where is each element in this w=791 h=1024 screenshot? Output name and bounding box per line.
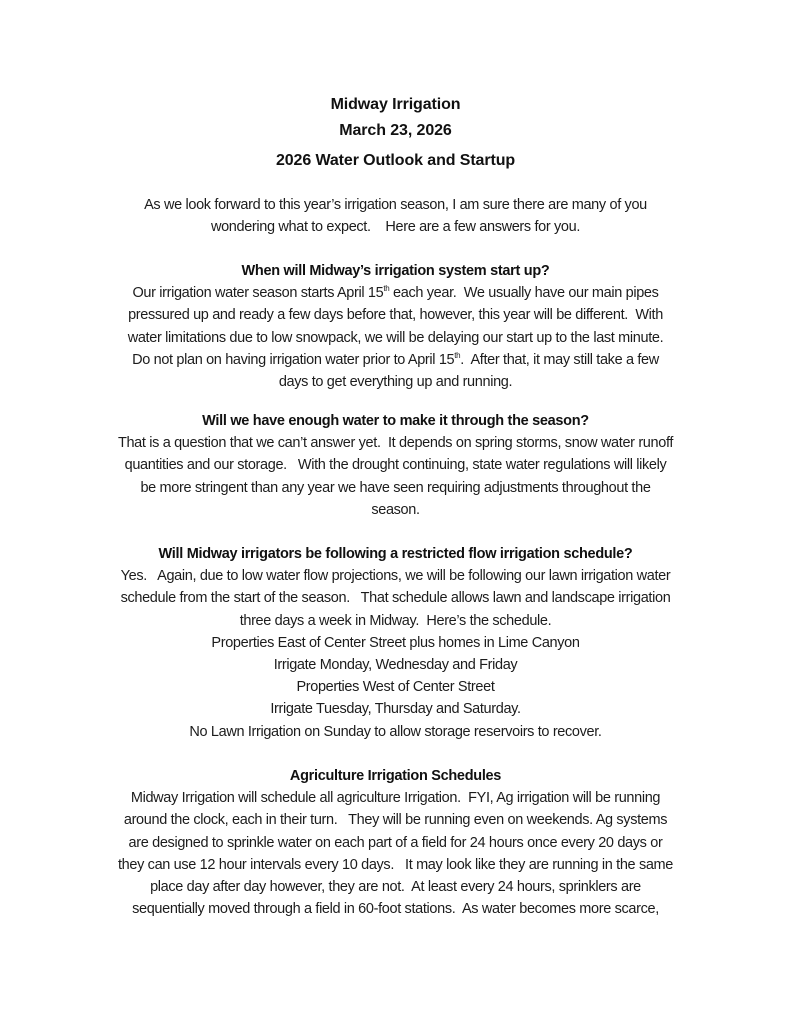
section-body [60, 565, 731, 743]
line-text: around the clock, each in their turn. They will be running even on weekends. Ag systems [123, 812, 668, 829]
line-text: quantities and our storage. With the drought continuing, state water regulations will likely [124, 457, 667, 474]
section-body [60, 432, 731, 521]
section-body [60, 787, 731, 920]
body-line [60, 454, 731, 476]
body-line [60, 632, 731, 654]
line-text: season. [371, 501, 420, 518]
body-line [60, 898, 731, 920]
line-text: three days a week in Midway. Here’s the schedule. [239, 612, 552, 629]
line-text: water limitations due to low snowpack, we will be delaying our start up to the last minute. [127, 329, 664, 346]
section-heading: Agriculture Irrigation Schedules [289, 768, 502, 784]
line-text: Irrigate Monday, Wednesday and Friday [273, 657, 518, 674]
body-line [60, 432, 731, 454]
line-text: Do not plan on having irrigation water prior to April 15 [132, 351, 455, 368]
line-text: Irrigate Tuesday, Thursday and Saturday. [270, 701, 521, 718]
document-header [0, 92, 791, 174]
body-line [60, 499, 731, 521]
line-text: they can use 12 hour intervals every 10 days. It may look like they are running in the same [117, 856, 673, 873]
section-body [60, 282, 731, 393]
line-text: are designed to sprinkle water on each part of a field for 24 hours once every 20 days or [128, 834, 663, 851]
line-text: sequentially moved through a field in 60-foot stations. As water becomes more scarce, [132, 901, 659, 918]
line-text: Our irrigation water season starts April 15 [132, 285, 384, 302]
body-line [60, 565, 731, 587]
section-agriculture-schedules [60, 765, 731, 920]
line-text: pressured up and ready a few days before that, however, this year will be different. With [128, 307, 663, 324]
line-text: Yes. Again, due to low water flow projections, we will be following our lawn irrigation water [120, 568, 671, 585]
line-text: That is a question that we can’t answer yet. It depends on spring storms, snow water runoff [117, 435, 674, 452]
body-line [60, 477, 731, 499]
intro-line: wondering what to expect. Here are a few answers for you. [210, 219, 581, 236]
line-text: Properties West of Center Street [296, 679, 495, 696]
line-text: Midway Irrigation will schedule all agriculture Irrigation. FYI, Ag irrigation will be running [130, 790, 661, 807]
line-text: No Lawn Irrigation on Sunday to allow storage reservoirs to recover. [189, 723, 602, 740]
body-line [60, 371, 731, 393]
intro-paragraph [60, 194, 731, 238]
section-heading: Will we have enough water to make it through the season? [202, 413, 589, 429]
section-startup [60, 260, 731, 393]
body-line [60, 282, 731, 304]
body-line [60, 587, 731, 609]
body-line [60, 787, 731, 809]
section-heading: Will Midway irrigators be following a restricted flow irrigation schedule? [158, 546, 633, 562]
body-line [60, 854, 731, 876]
line-text: schedule from the start of the season. That schedule allows lawn and landscape irrigation [120, 590, 671, 607]
line-text: . After that, it may still take a few [460, 351, 659, 368]
section-restricted-schedule [60, 543, 731, 743]
body-line [60, 676, 731, 698]
body-line [60, 721, 731, 743]
line-text: be more stringent than any year we have seen requiring adjustments throughout the [140, 479, 651, 496]
line-text: Properties East of Center Street plus homes in Lime Canyon [211, 634, 580, 651]
ordinal-superscript: th [454, 350, 461, 360]
body-line [60, 349, 731, 371]
section-heading: When will Midway’s irrigation system start up? [241, 263, 550, 279]
body-line [60, 327, 731, 349]
document-date: March 23, 2026 [339, 122, 452, 139]
body-line [60, 698, 731, 720]
intro-line: As we look forward to this year’s irrigation season, I am sure there are many of you [144, 197, 647, 213]
body-line [60, 876, 731, 898]
line-text: each year. We usually have our main pipes [389, 285, 659, 302]
body-line [60, 304, 731, 326]
body-line [60, 832, 731, 854]
line-text: days to get everything up and running. [278, 374, 513, 391]
body-line [60, 654, 731, 676]
ordinal-superscript: th [383, 284, 390, 294]
body-line [60, 809, 731, 831]
line-text: place day after day however, they are not. At least every 24 hours, sprinklers are [150, 879, 641, 896]
document-title: 2026 Water Outlook and Startup [275, 152, 516, 169]
section-water-supply [60, 410, 731, 521]
body-line [60, 610, 731, 632]
organization-name: Midway Irrigation [330, 96, 461, 113]
